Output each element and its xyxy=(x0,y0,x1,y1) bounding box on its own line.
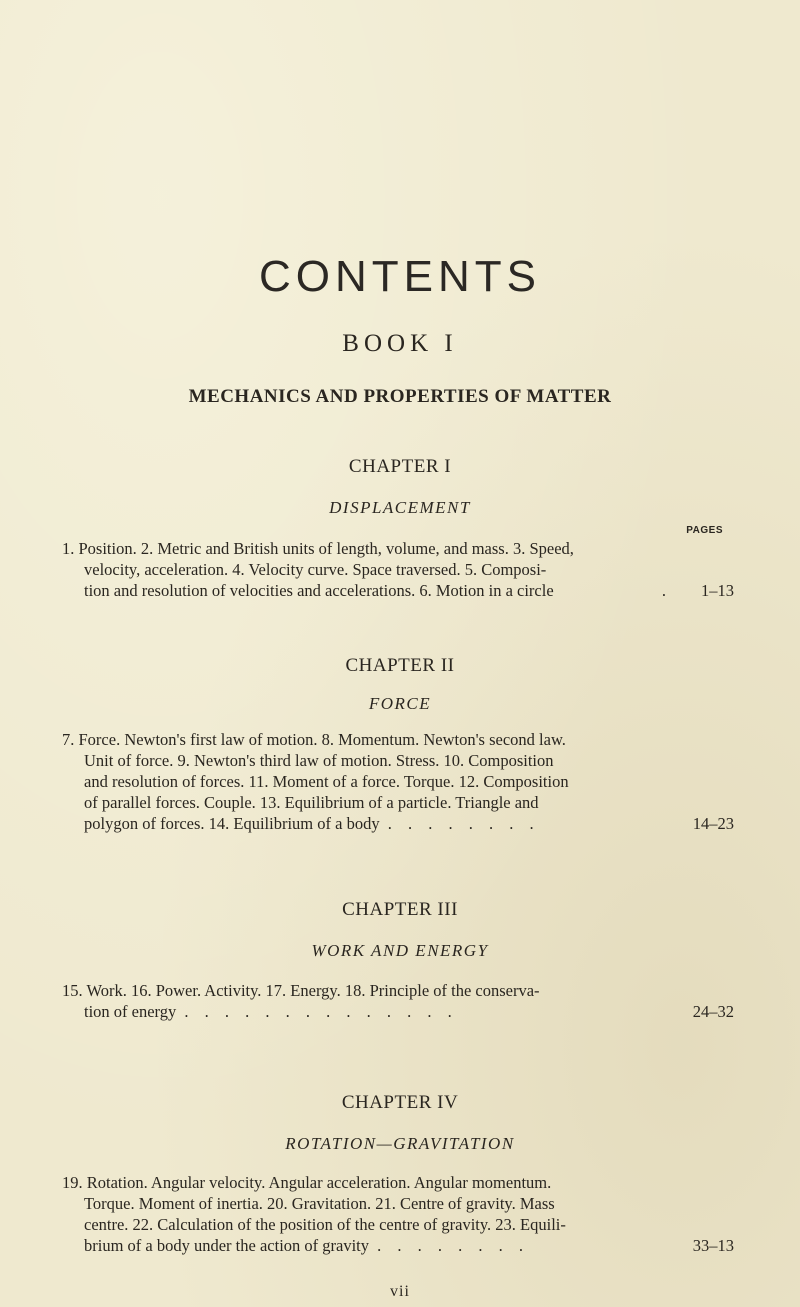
entry-line xyxy=(62,1001,734,1022)
page-range: 33–13 xyxy=(692,1236,734,1255)
book-heading: BOOK I xyxy=(342,330,458,357)
entry-line: Unit of force. 9. Newton's third law of motion. Stress. 10. Composition xyxy=(84,751,554,770)
entry-line: of parallel forces. Couple. 13. Equilibrium of a particle. Triangle and xyxy=(84,793,539,812)
toc-entry xyxy=(62,538,734,601)
page-range: 24–32 xyxy=(692,1002,734,1021)
entry-line xyxy=(62,1235,734,1256)
toc-entry xyxy=(62,1172,734,1256)
page-range: 14–23 xyxy=(692,814,734,833)
chapter-title: DISPLACEMENT xyxy=(329,498,471,517)
entry-line-text: tion and resolution of velocities and accelerations. 6. Motion in a circle xyxy=(84,581,554,600)
page-title: CONTENTS xyxy=(259,252,541,301)
page-number: vii xyxy=(390,1283,410,1300)
entry-line-text: polygon of forces. 14. Equilibrium of a body xyxy=(84,814,380,833)
chapter-heading: CHAPTER III xyxy=(342,899,458,920)
entry-line: velocity, acceleration. 4. Velocity curve. Space traversed. 5. Composi- xyxy=(84,560,547,579)
chapter-title: ROTATION—GRAVITATION xyxy=(285,1134,515,1153)
entry-line: 19. Rotation. Angular velocity. Angular acceleration. Angular momentum. xyxy=(62,1173,552,1192)
entry-line xyxy=(62,580,734,601)
book-subtitle: MECHANICS AND PROPERTIES OF MATTER xyxy=(188,386,612,407)
entry-line-text: tion of energy xyxy=(84,1002,177,1021)
toc-entry xyxy=(62,729,734,834)
chapter-heading: CHAPTER II xyxy=(345,655,455,676)
chapter-heading: CHAPTER IV xyxy=(341,1092,459,1113)
entry-line: and resolution of forces. 11. Moment of a force. Torque. 12. Composition xyxy=(84,772,569,791)
chapter-title: FORCE xyxy=(368,694,432,713)
entry-line: 15. Work. 16. Power. Activity. 17. Energy. 18. Principle of the conserva- xyxy=(62,981,540,1000)
page-range: 1–13 xyxy=(701,581,734,600)
dot-leaders: . xyxy=(661,581,672,600)
entry-line: Torque. Moment of inertia. 20. Gravitation. 21. Centre of gravity. Mass xyxy=(84,1194,555,1213)
entry-line: 1. Position. 2. Metric and British units of length, volume, and mass. 3. Speed, xyxy=(62,539,574,558)
dot-leaders: . . . . . . . . . . . . . . xyxy=(184,1002,458,1021)
chapter-heading: CHAPTER I xyxy=(348,456,452,477)
entry-line xyxy=(62,813,734,834)
dot-leaders: . . . . . . . . xyxy=(387,814,540,833)
dot-leaders: . . . . . . . . xyxy=(377,1236,530,1255)
entry-line: centre. 22. Calculation of the position of the centre of gravity. 23. Equili- xyxy=(84,1215,566,1234)
pages-column-label: PAGES xyxy=(686,525,723,536)
entry-line-text: brium of a body under the action of gravity xyxy=(84,1236,370,1255)
chapter-title: WORK AND ENERGY xyxy=(311,941,489,960)
entry-line: 7. Force. Newton's first law of motion. 8. Momentum. Newton's second law. xyxy=(62,730,566,749)
toc-entry xyxy=(62,980,734,1022)
